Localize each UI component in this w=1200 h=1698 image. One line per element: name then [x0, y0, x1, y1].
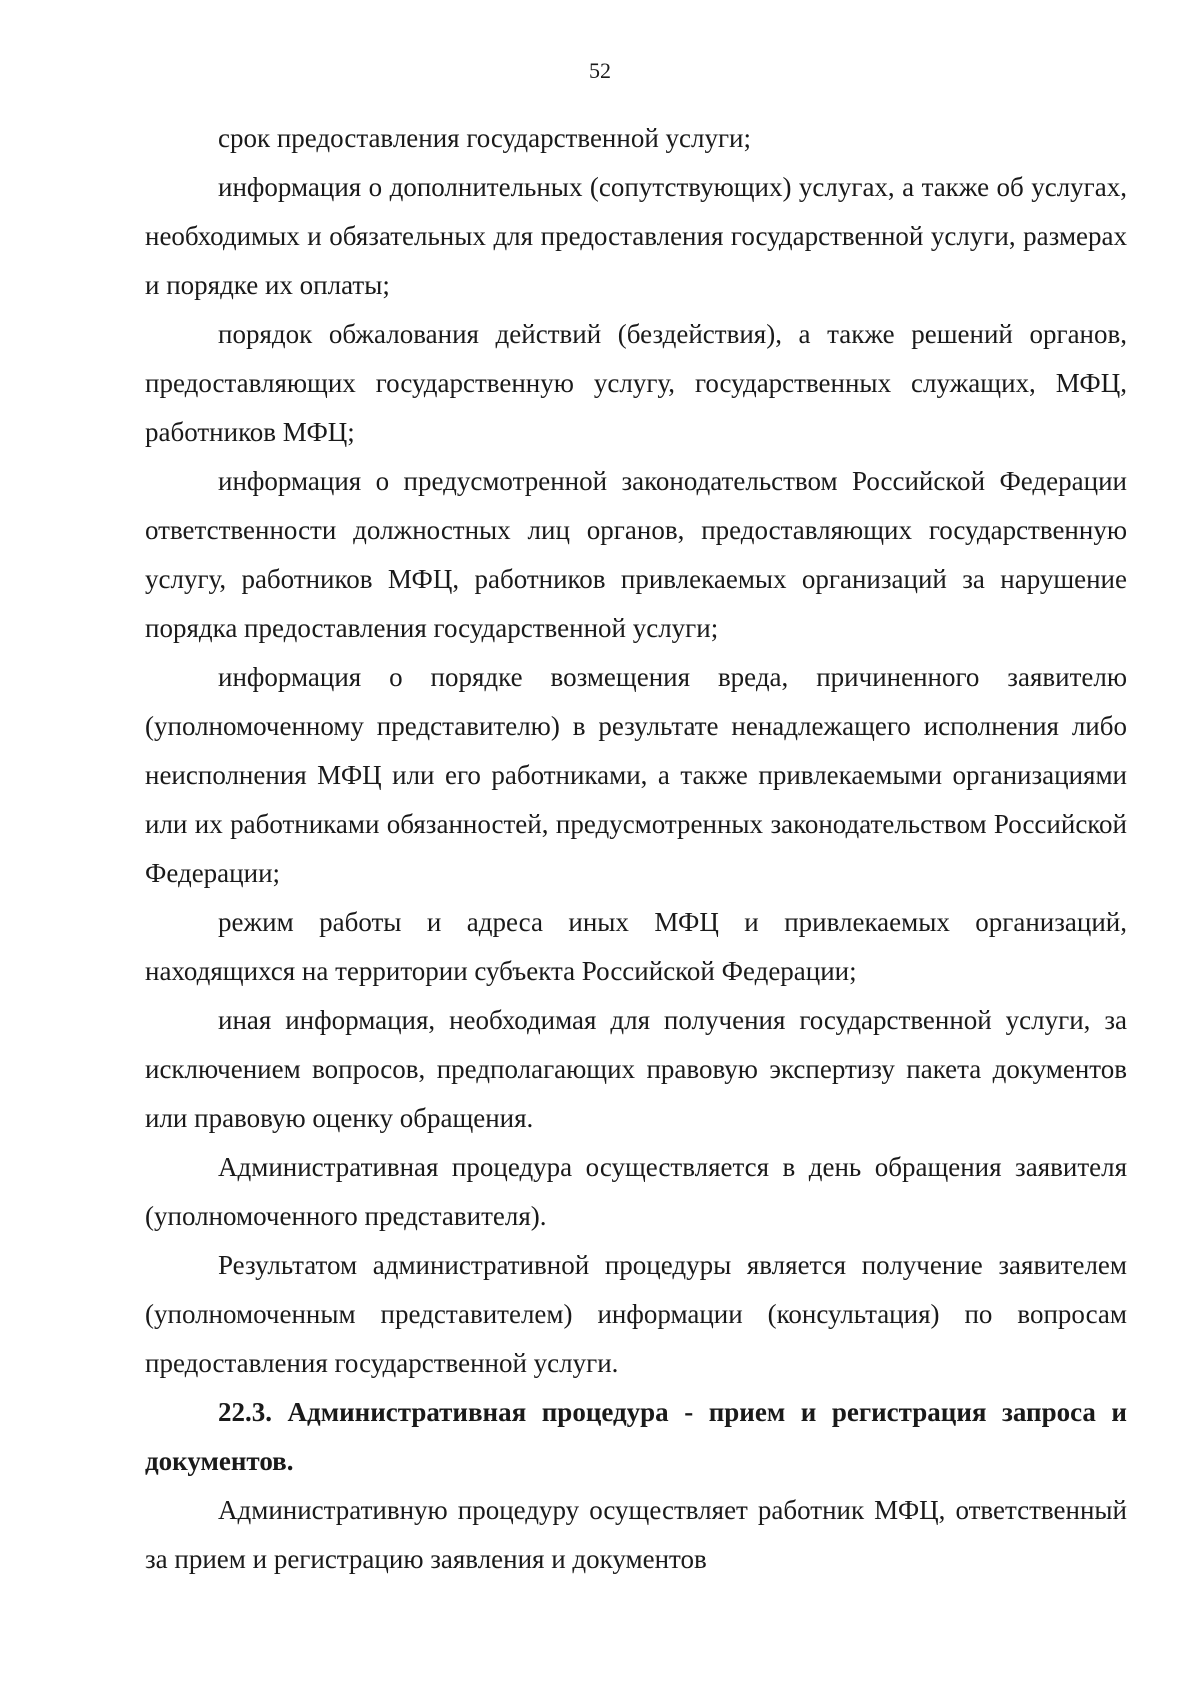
paragraph-other-info: иная информация, необходимая для получения государственной услуги, за исключением вопросов, предполагающих правовую экспертизу пакета документов или правовую оценку обращения. — [145, 1005, 1127, 1133]
section-heading-22-3: 22.3. Административная процедура - прием и регистрация запроса и документов. — [145, 1397, 1127, 1476]
paragraph-procedure-day: Административная процедура осуществляется в день обращения заявителя (уполномоченного представителя). — [145, 1152, 1127, 1231]
paragraph-working-hours: режим работы и адреса иных МФЦ и привлекаемых организаций, находящихся на территории субъекта Российской Федерации; — [145, 907, 1127, 986]
paragraph-service-term: срок предоставления государственной услуги; — [218, 123, 752, 153]
paragraph-appeal-procedure: порядок обжалования действий (бездействия), а также решений органов, предоставляющих государственную услугу, государственных служащих, МФЦ, работников МФЦ; — [145, 319, 1127, 447]
paragraph-damage-compensation: информация о порядке возмещения вреда, причиненного заявителю (уполномоченному представителю) в результате ненадлежащего исполнения либо неисполнения МФЦ или его работниками, а также привлекаемыми организациями или их работниками обязанностей, предусмотренных законодательством Российской Федерации; — [145, 662, 1127, 888]
paragraph-additional-services: информация о дополнительных (сопутствующих) услугах, а также об услугах, необходимых и обязательных для предоставления государственной услуги, размерах и порядке их оплаты; — [145, 172, 1127, 300]
page-number: 52 — [589, 58, 611, 83]
paragraph-liability: информация о предусмотренной законодательством Российской Федерации ответственности должностных лиц органов, предоставляющих государственную услугу, работников МФЦ, работников привлекаемых организаций за нарушение порядка предоставления государственной услуги; — [145, 466, 1127, 643]
paragraph-responsible-worker: Административную процедуру осуществляет работник МФЦ, ответственный за прием и регистрацию заявления и документов — [145, 1495, 1127, 1574]
document-body — [145, 114, 1127, 1584]
paragraph-procedure-result: Результатом административной процедуры является получение заявителем (уполномоченным представителем) информации (консультация) по вопросам предоставления государственной услуги. — [145, 1250, 1127, 1378]
